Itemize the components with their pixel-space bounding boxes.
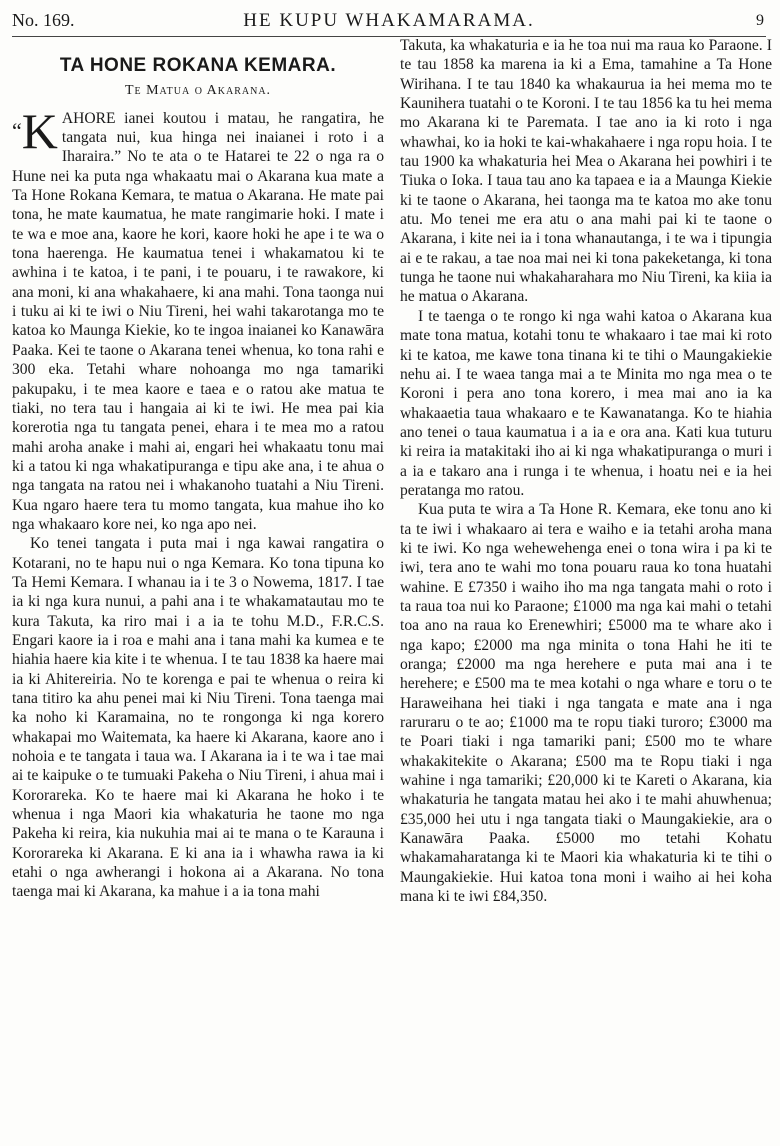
paragraph-4: I te taenga o te rongo ki nga wahi katoa o Akarana kua mate tona matua, kotahi tonu te whakaaro i tae mai ki roto ki te katoa, me kawe tona tinana ki te tihi o Maungakiekie nehu ai. I te waea tanga mai a te Minita mo nga mea o te Koroni i pera ano tona korero, i mea mai ano ia ka whakaaetia taua whakaaro e te Kawanatanga. Ko te hiahia ano tenei o taua kaumatua i a ia e ora ana. Kati kua tuturu ki reira ia matakitaki iho ai ki nga whakatipuranga o muri i a ia e takaro ana i runga i te whenua, i hoatu nei e ia hei peratanga mo ratou. <box>400 307 772 499</box>
drop-cap: “K <box>12 102 58 159</box>
article-subtitle: Te Matua o Akarana. <box>124 83 272 99</box>
page-number: 9 <box>756 12 764 29</box>
left-column <box>12 56 384 902</box>
article-columns <box>12 37 772 1146</box>
right-column <box>400 36 772 906</box>
publication-title: HE KUPU WHAKAMARAMA. <box>243 10 535 31</box>
paragraph-1: “K AHORE ianei koutou i matau, he rangatira, he tangata nui, kua hinga nei inaianei i roto i a Iharaira.” No te ata o te Hatarei te 22 o nga ra o Hune nei ka puta nga whakaatu mai o Akarana kua mate a Ta Hone Rokana Kemara, te matua o Akarana. He mate pai tona, he mate kaumatua, he mate rangimarie hoki. I mate i te wa e moe ana, kaore he kori, kaore hoki he ape i te wa o tona haerenga. He kaumatua tenei i whakamatou ki te awhina i te katoa, i te pani, i te pouaru, i te rawakore, ki ana moni, ki ana whakahaere, ki ana mahi. Tona taonga nui i tuku ai ki te iwi o Niu Tireni, hei wahi takarotanga mo te katoa ko Maunga Kiekie, ko te ingoa inaianei ko Kanawāra Paaka. Kei te taone o Akarana tenei whenua, ko tona rahi e 300 eka. Tetahi whare nohoanga mo nga tamariki pakupaku, i te mea kaore e taea e o ratou ake matua te tiaki, no tera tau i hangaia ai ki te iwi. He mea pai kia korerotia nga tu tangata penei, ehara i te mea mo a ratou mahi aroha anake i mahi ai, engari hei whakaatu tonu mai ki a tatou ki nga whakatipuranga e tipu ake ana, i te ahua o nga tangata na ratou nei i whakanoho tuatahi a Niu Tireni. Kua ngaro haere tera tu momo tangata, kua mahue iho ko nga whakaaro kore nei, ko nga apo nei. <box>12 102 384 533</box>
paragraph-2: Ko tenei tangata i puta mai i nga kawai rangatira o Kotarani, no te hapu nui o nga Kemara. Ko tona tipuna ko Ta Hemi Kemara. I whanau ia i te 3 o Nowema, 1817. I tae ia ki nga kura nunui, a pahi ana i te whakamatautau mo te kura Takuta, ka riro mai i a ia te tohu M.D., F.R.C.S. Engari kaore ia i roa e mahi ana i tana mahi ka kumea e te hiahia haere kia kite i te whenua. I te tau 1838 ka haere mai ia ki Ahitereiria. No te korenga e pai te whenua o reira ki tana titiro ka ahu penei mai ki Niu Tireni. Tona taenga mai ka noho ki Karamaina, no te rongonga ki nga korero whakapai mo Waitemata, ka haere ki Akarana, kaore ano i nohoia e te tangata i taua wa. I Akarana ia i te wa i tae mai ai te kaipuke o te tumuaki Pakeha o Niu Tireni, i ahua mai i Kororareka. Ko te haere mai ki Akarana he hoko i te whenua i nga Maori kia whakaturia he taone mo nga Pakeha ki reira, kia nukuhia mai ai te mana o te Karauna i Kororareka ki Akarana. E ki ana ia i whawha rawa ia ki etahi o nga awherangi i hokona ai a Akarana. No tona taenga mai ki Akarana, ka mahue i a ia tona mahi <box>12 535 384 901</box>
page-header <box>12 6 766 37</box>
issue-number: No. 169. <box>12 10 75 30</box>
article-title: TA HONE ROKANA KEMARA. <box>59 55 337 76</box>
paragraph-5: Kua puta te wira a Ta Hone R. Kemara, eke tonu ano ki ta te iwi i whakaaro ai tera e waiho e ia tetahi aroha mana ki te iwi. Ko nga wehewehenga enei o tona wira i pa ki te iwi, tera ano te wahi mo tona pouaru raua ko tona huatahi wahine. E £7350 i waiho iho ma nga tangata mahi o roto i ta raua toa nui ko Paraone; £1000 ma nga kai mahi o tetahi toa ano na raua ko Erenewhiri; £5000 ma te whare ako i nga kapo; £2000 ma nga minita o tona Hahi he iti te oranga; £2000 ma nga herehere e puta mai ana i te herehere; e £500 ma te mea kotahi o nga whare e toru o te Haraweihana hei tiaki i nga tangata e mate ana i nga raruraru o te ao; £1000 ma te ropu tiaki turoro; £3000 ma te Poari tiaki i nga tamariki pani; £500 mo te whare whakakitekite o Akarana; £500 ma te Ropu tiaki i nga wahine i nga tamariki; £20,000 ki te Kareti o Akarana, kia whakaturia he tangata matau hei ako i te mahi ahuwhenua; £35,000 hei utu i nga tangata tiaki o Maungakiekie, ara o Kanawāra Paaka. £5000 mo tetahi Kohatu whakamaharatanga ki te Maori kia whakaturia ki te tihi o Maungakiekie. Hui katoa tona moni i waiho ai hei koha mana ki te iwi £84,350. <box>400 501 772 906</box>
paragraph-3: Takuta, ka whakaturia e ia he toa nui ma raua ko Paraone. I te tau 1858 ka marena ia ki a Ema, tamahine a Ta Hone Wirihana. I te tau 1840 ka whakaurua ia hei mema mo te Kaunihera tuatahi o te Koroni. I te tau 1856 ka tu hei mema mo Akarana ki te Paremata. I tae ano ia ki roto i nga whawhai, ko ia hoki te kai-whakahaere i nga ropu hoia. I te tau 1900 ka whakaturia hei Mea o Akarana hei powhiri i te Tiuka o Ioka. I taua tau ano ka tapaea e ia a Maunga Kiekie ki te taone o Akarana, hei taonga ma te katoa mo ake tonu atu. Mo tenei me era atu o ana mahi pai ki te taone o Akarana, i kite nei ia i tona whanautanga, i te wa i tipungia ai e te rakau, a tae noa mai nei ki tona pakeketanga, ki tona tunga he taone nui whakaharahara mo Niu Tireni, ka kiia ia he matua o Akarana. <box>400 37 772 306</box>
